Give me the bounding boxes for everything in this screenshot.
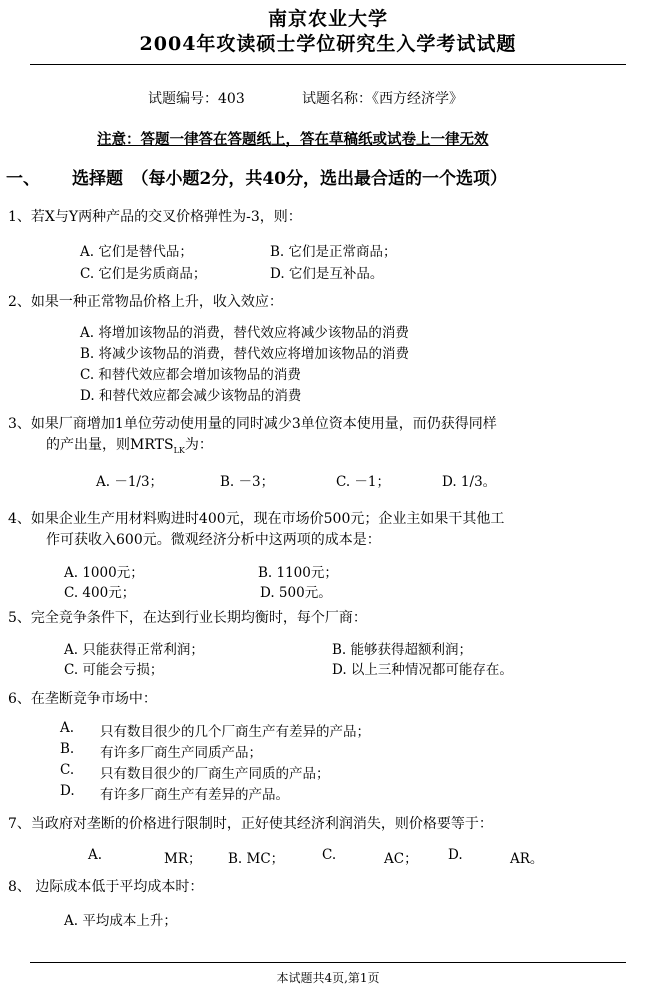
q6-stem: 6、在垄断竞争市场中： [8,691,157,707]
q4-stem-line1: 4、如果企业生产用材料购进时400元，现在市场价500元；企业主如果干其他工 [8,511,505,527]
exam-code: 试题编号：403 [148,91,245,107]
q8-option-a: A. 平均成本上升； [64,913,177,929]
exam-subject: 试题名称：《西方经济学》 [302,91,463,107]
q6-option-c: 只有数目很少的厂商生产同质的产品； [100,766,330,782]
q7-option-a: MR； [164,851,202,867]
q1-option-d: D. 它们是互补品。 [270,266,384,282]
q2-option-c: C. 和替代效应都会增加该物品的消费 [80,367,301,383]
q7-option-d-letter: D. [448,847,463,863]
notice: 注意：答题一律答在答题纸上，答在草稿纸或试卷上一律无效 [97,131,489,148]
q7-option-c: AC； [384,851,418,867]
page-footer: 本试题共4页,第1页 [276,971,380,985]
q3-stem-line1: 3、如果厂商增加1单位劳动使用量的同时减少3单位资本使用量，而仍获得同样 [8,416,497,432]
q6-option-d: 有许多厂商生产有差异的产品。 [100,787,289,803]
q4-stem-line2: 作可获收入600元。微观经济分析中这两项的成本是： [46,532,381,548]
header-divider [30,64,626,65]
q3-option-c: C. －1； [336,474,391,490]
q2-option-d: D. 和替代效应都会减少该物品的消费 [80,388,302,404]
q5-option-d: D. 以上三种情况都可能存在。 [332,662,513,678]
q4-option-d: D. 500元。 [260,585,332,601]
section-number: 一、 [6,169,40,189]
q6-option-b-letter: B. [60,741,75,757]
q6-option-d-letter: D. [60,783,75,799]
q7-option-a-letter: A. [88,847,103,863]
school-name: 南京农业大学 [267,8,388,30]
q7-option-b: B. MC； [228,851,285,867]
q8-stem: 8、 边际成本低于平均成本时： [8,879,204,895]
q5-option-c: C. 可能会亏损； [64,662,164,678]
section-title: 选择题 （每小题2分，共40分，选出最合适的一个选项） [72,169,507,189]
q3-option-d: D. 1/3。 [442,474,497,490]
q5-option-b: B. 能够获得超额利润； [332,642,473,658]
q7-stem: 7、当政府对垄断的价格进行限制时，正好使其经济利润消失，则价格要等于： [8,816,493,832]
q7-option-d: AR。 [510,851,544,867]
q3-option-a: A. －1/3； [96,474,164,490]
q4-option-b: B. 1100元； [258,565,338,581]
footer-divider [30,962,626,963]
q3-stem-line2: 的产出量，则$MRTS_{LK}$为： [46,437,213,455]
q7-option-c-letter: C. [322,847,337,863]
q2-option-a: A. 将增加该物品的消费，替代效应将减少该物品的消费 [80,325,409,341]
q6-option-a-letter: A. [60,720,75,736]
q5-option-a: A. 只能获得正常利润； [64,642,204,658]
q2-stem: 2、如果一种正常物品价格上升，收入效应： [8,294,283,310]
q1-option-c: C. 它们是劣质商品； [80,266,207,282]
q1-option-a: A. 它们是替代品； [80,244,193,260]
q2-option-b: B. 将减少该物品的消费，替代效应将增加该物品的消费 [80,346,410,362]
q1-stem: 1、若X与Y两种产品的交叉价格弹性为-3，则： [8,209,302,225]
exam-title: 2004年攻读硕士学位研究生入学考试试题 [139,33,517,55]
q6-option-b: 有许多厂商生产同质产品； [100,745,262,761]
q6-option-a: 只有数目很少的几个厂商生产有差异的产品； [100,724,370,740]
q6-option-c-letter: C. [60,762,75,778]
q4-option-c: C. 400元； [64,585,136,601]
q3-option-b: B. －3； [220,474,275,490]
q5-stem: 5、完全竞争条件下，在达到行业长期均衡时，每个厂商： [8,610,367,626]
q1-option-b: B. 它们是正常商品； [270,244,397,260]
q4-option-a: A. 1000元； [64,565,144,581]
